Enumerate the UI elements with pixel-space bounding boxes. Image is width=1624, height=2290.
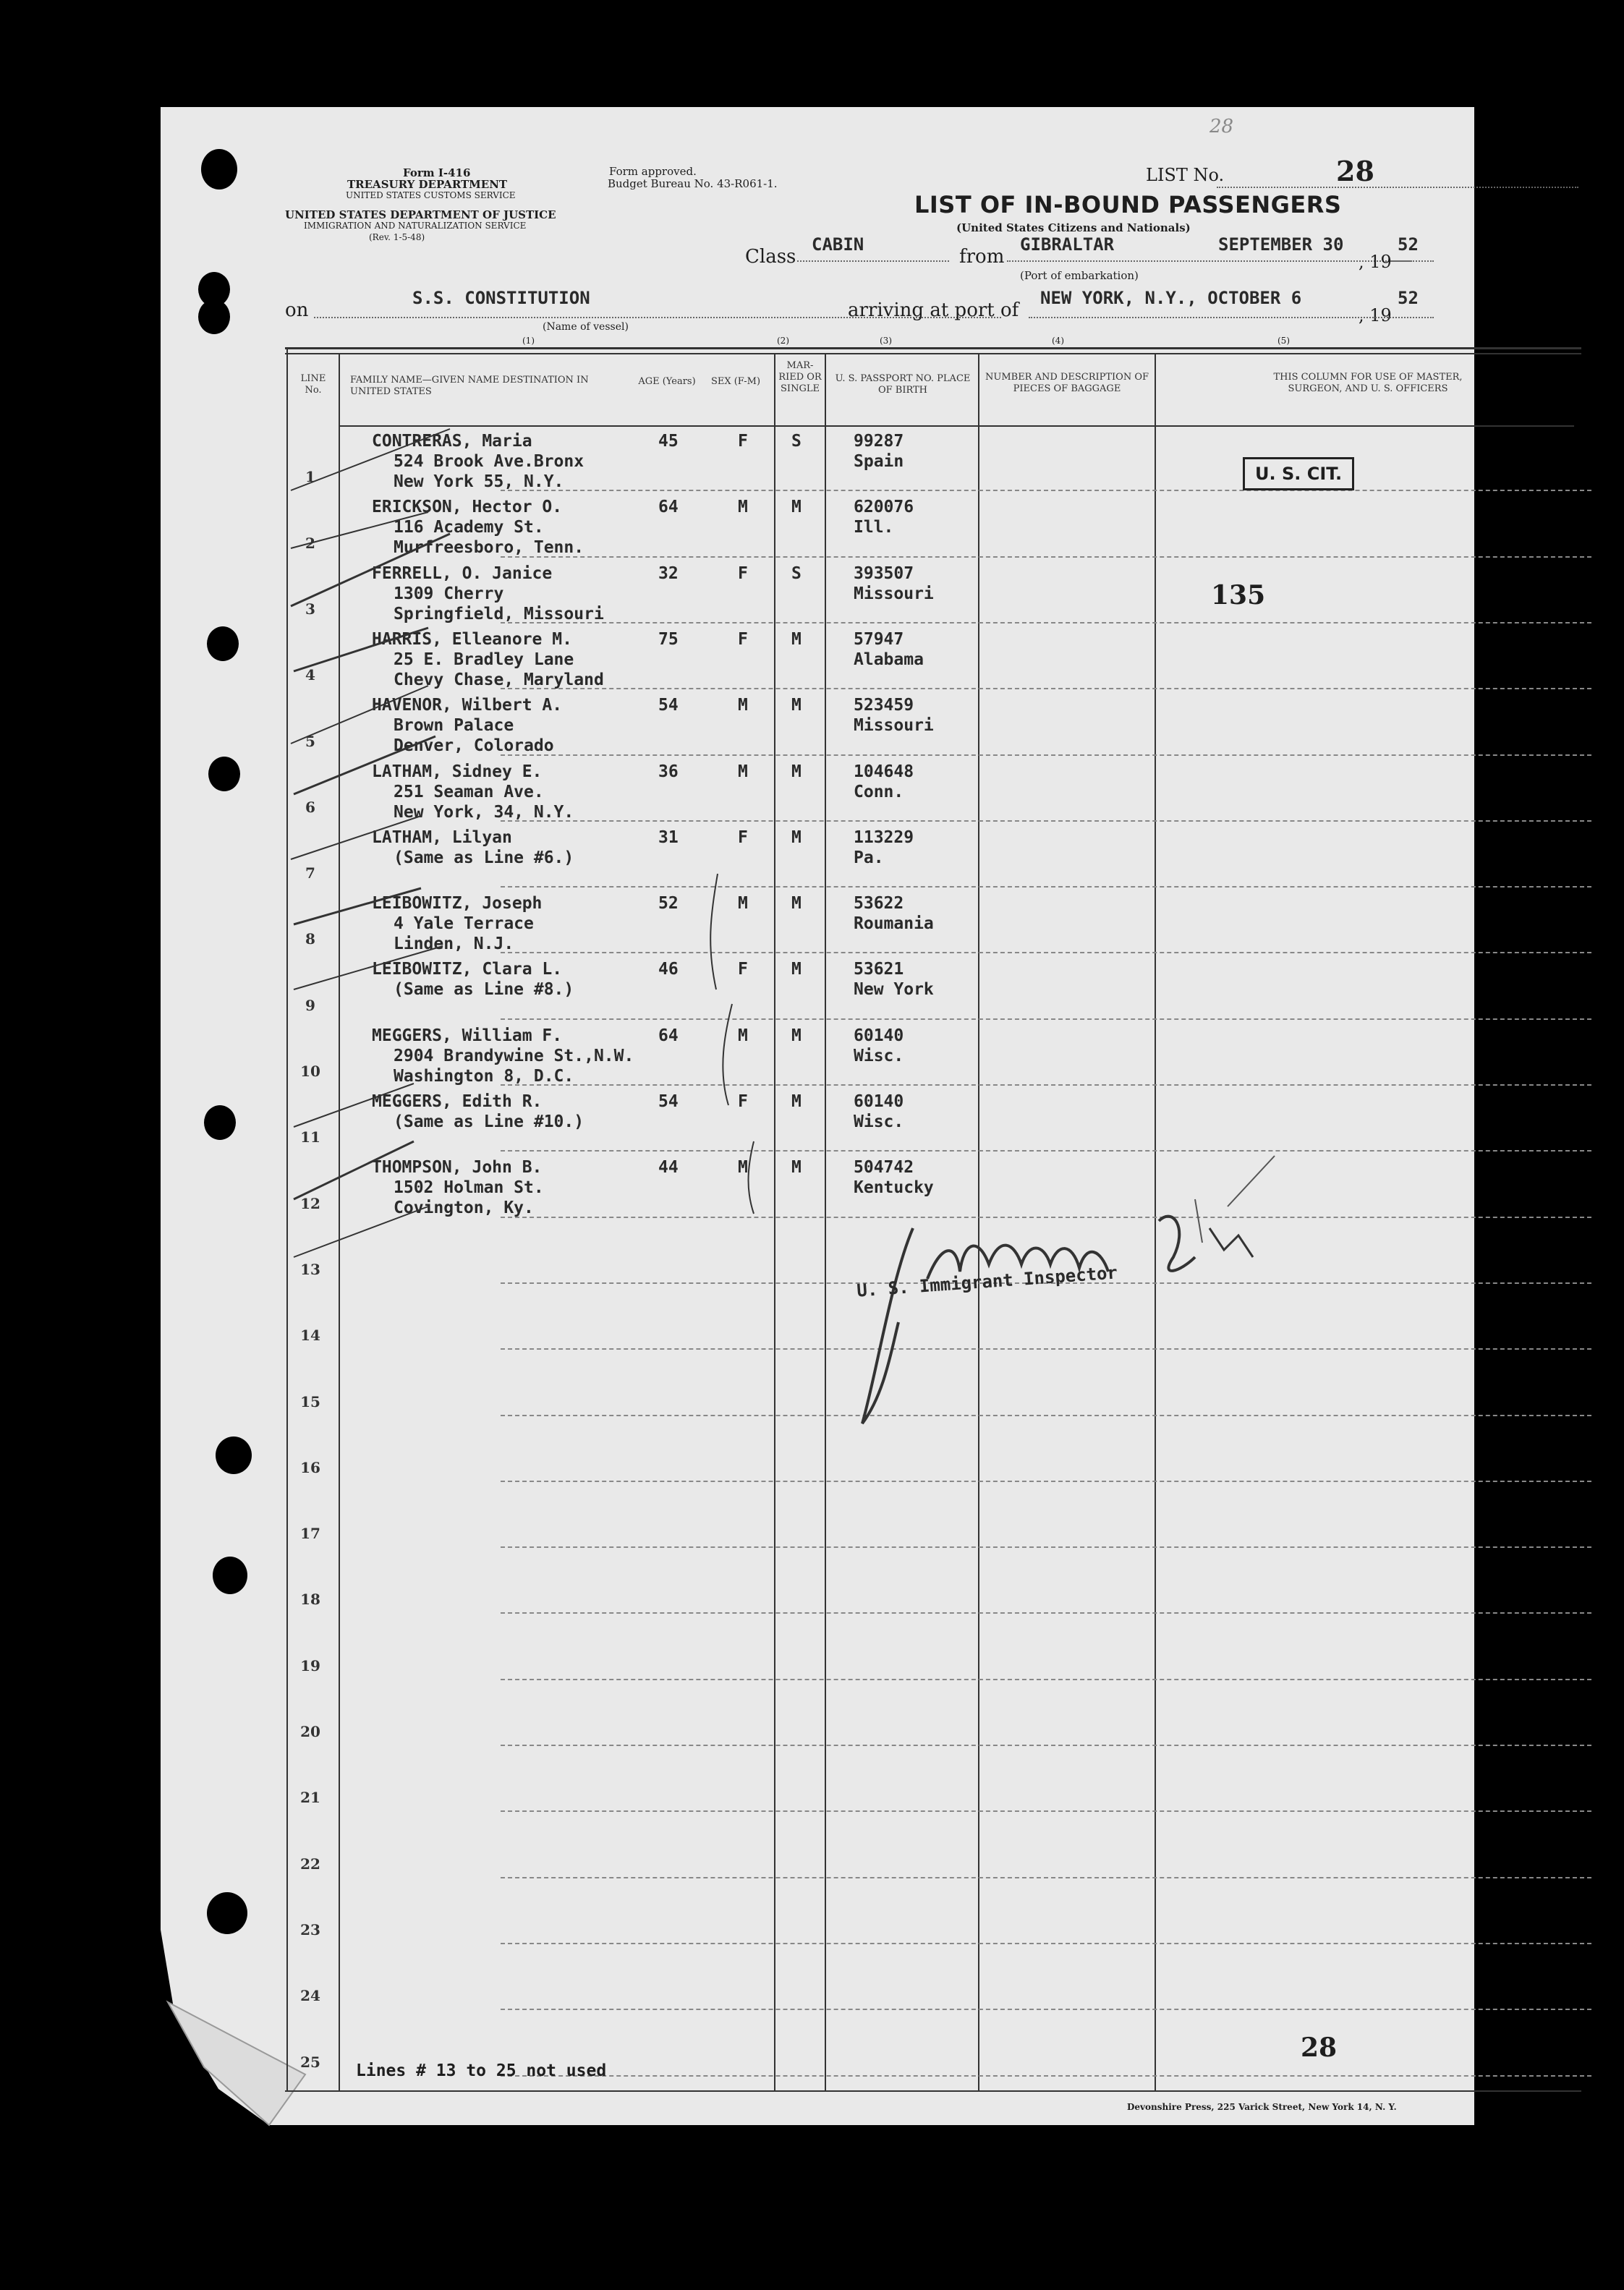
- year-prefix: , 19: [1359, 305, 1392, 325]
- punch-hole: [213, 1557, 247, 1594]
- place-of-birth: Wisc.: [854, 1046, 904, 1065]
- passenger-address: Brown Palace: [394, 716, 514, 736]
- passenger-address: (Same as Line #10.): [394, 1112, 584, 1131]
- ins-service: IMMIGRATION AND NATURALIZATION SERVICE: [304, 221, 527, 231]
- passport-number: 53621: [854, 960, 904, 979]
- passenger-sex: F: [738, 629, 748, 649]
- passenger-marital-status: M: [791, 762, 802, 781]
- punch-hole: [208, 757, 240, 791]
- line-number: 1: [305, 468, 315, 486]
- passenger-marital-status: S: [791, 432, 802, 451]
- passenger-sex: M: [738, 498, 748, 517]
- line-number: 5: [305, 732, 315, 750]
- form-approved: Form approved.: [609, 165, 697, 178]
- passenger-sex: F: [738, 432, 748, 451]
- col-num-2: (2): [777, 336, 789, 346]
- passenger-address: 4 Yale Terrace: [394, 914, 534, 934]
- passenger-name: CONTRERAS, Maria: [372, 432, 532, 451]
- col-head-name: FAMILY NAME—GIVEN NAME DESTINATION IN UNITED STATES: [350, 375, 589, 397]
- passenger-marital-status: M: [791, 696, 802, 715]
- passenger-sex: M: [738, 1026, 748, 1045]
- passenger-name: HAVENOR, Wilbert A.: [372, 696, 563, 715]
- passenger-marital-status: M: [791, 894, 802, 914]
- passenger-address: (Same as Line #8.): [394, 980, 574, 1000]
- passenger-sex: F: [738, 563, 748, 583]
- passenger-age: 64: [658, 498, 679, 517]
- depart-year: 52: [1398, 234, 1419, 255]
- pencil-note: 28: [1210, 116, 1234, 137]
- col-head-passport: U. S. PASSPORT NO. PLACE OF BIRTH: [835, 373, 971, 396]
- passenger-sex: F: [738, 1092, 748, 1111]
- passenger-marital-status: M: [791, 629, 802, 649]
- inspector-label: U. S. Immigrant Inspector: [856, 1262, 1118, 1301]
- passenger-age: 32: [658, 563, 679, 583]
- passenger-age: 45: [658, 432, 679, 451]
- passenger-address: 2904 Brandywine St.,N.W.: [394, 1046, 634, 1065]
- place-of-birth: Missouri: [854, 584, 934, 603]
- line-number: 8: [305, 930, 315, 948]
- arrival-year: 52: [1398, 288, 1419, 308]
- passenger-address: (Same as Line #6.): [394, 848, 574, 867]
- on-label: on: [285, 299, 309, 321]
- place-of-birth: New York: [854, 980, 934, 1000]
- passenger-sex: M: [738, 696, 748, 715]
- passenger-age: 75: [658, 629, 679, 649]
- passenger-name: FERRELL, O. Janice: [372, 563, 553, 583]
- line-number: 20: [300, 1723, 320, 1740]
- line-number: 10: [300, 1063, 320, 1080]
- passenger-name: LATHAM, Lilyan: [372, 827, 512, 847]
- line-number: 4: [305, 666, 315, 684]
- from-value: GIBRALTAR: [1020, 234, 1115, 255]
- manifest-page: [161, 107, 1474, 2125]
- passport-number: 393507: [854, 563, 914, 583]
- passenger-marital-status: M: [791, 1158, 802, 1178]
- col-head-age: AGE (Years): [638, 376, 696, 387]
- vessel-label: (Name of vessel): [543, 321, 629, 333]
- passenger-name: MEGGERS, William F.: [372, 1026, 563, 1045]
- form-number: Form I-416: [403, 166, 471, 179]
- inspector-signature: [833, 1134, 1340, 1539]
- class-value: CABIN: [812, 234, 864, 255]
- passport-number: 620076: [854, 498, 914, 517]
- row-divider: [501, 1943, 1591, 1944]
- line-number: 9: [305, 996, 315, 1014]
- passenger-name: MEGGERS, Edith R.: [372, 1092, 543, 1111]
- passenger-marital-status: S: [791, 563, 802, 583]
- passenger-sex: M: [738, 1158, 748, 1178]
- passenger-age: 31: [658, 827, 679, 847]
- line-number: 13: [300, 1260, 320, 1278]
- col-head-married: MAR- RIED OR SINGLE: [778, 360, 822, 394]
- revision: (Rev. 1-5-48): [369, 232, 425, 242]
- passport-number: 60140: [854, 1026, 904, 1045]
- check-marks: [284, 425, 790, 1366]
- document-title: LIST OF IN-BOUND PASSENGERS: [914, 191, 1342, 218]
- count-note: 135: [1211, 580, 1266, 610]
- footer-page-number: 28: [1301, 2033, 1338, 2063]
- passenger-marital-status: M: [791, 827, 802, 847]
- row-divider: [501, 2075, 1591, 2077]
- passenger-name: LATHAM, Sidney E.: [372, 762, 543, 781]
- year-prefix: , 19: [1359, 252, 1392, 272]
- unused-lines-note: Lines # 13 to 25 not used: [356, 2061, 607, 2080]
- line-number: 12: [300, 1194, 320, 1212]
- from-label: from: [959, 246, 1005, 268]
- punch-hole: [204, 1105, 236, 1140]
- passenger-destination: New York 55, N.Y.: [394, 472, 564, 491]
- row-divider: [501, 2009, 1591, 2010]
- punch-hole: [216, 1436, 252, 1474]
- line-number: 24: [300, 1987, 320, 2005]
- col-head-officers: THIS COLUMN FOR USE OF MASTER, SURGEON, AND U. S. OFFICERS: [1273, 372, 1463, 394]
- passenger-name: LEIBOWITZ, Joseph: [372, 894, 543, 914]
- punch-hole: [207, 1892, 247, 1934]
- line-number: 18: [300, 1591, 320, 1609]
- passenger-age: 46: [658, 960, 679, 979]
- line-number: 2: [305, 534, 315, 552]
- passenger-marital-status: M: [791, 498, 802, 517]
- port-embark-label: (Port of embarkation): [1020, 269, 1139, 282]
- citizen-stamp: U. S. CIT.: [1243, 457, 1354, 490]
- passenger-address: 1502 Holman St.: [394, 1178, 544, 1198]
- line-number: 6: [305, 798, 315, 816]
- passenger-address: 524 Brook Ave.Bronx: [394, 452, 584, 471]
- customs-service: UNITED STATES CUSTOMS SERVICE: [346, 190, 516, 200]
- col-head-baggage: NUMBER AND DESCRIPTION OF PIECES OF BAGGAGE: [985, 372, 1149, 394]
- passenger-destination: Covington, Ky.: [394, 1199, 534, 1218]
- passport-number: 60140: [854, 1092, 904, 1111]
- list-no: 28: [1336, 155, 1374, 187]
- place-of-birth: Roumania: [854, 914, 934, 934]
- line-number: 22: [300, 1855, 320, 1873]
- row-divider: [501, 1745, 1591, 1746]
- passenger-destination: Linden, N.J.: [394, 935, 514, 954]
- line-number: 7: [305, 864, 315, 882]
- row-divider: [501, 1546, 1591, 1548]
- col-num-1: (1): [522, 336, 535, 346]
- passenger-marital-status: M: [791, 960, 802, 979]
- depart-date: SEPTEMBER 30: [1218, 234, 1344, 255]
- arrival-port: NEW YORK, N.Y., OCTOBER 6: [1040, 288, 1302, 308]
- arriving-label: arriving at port of: [848, 299, 1019, 321]
- place-of-birth: Spain: [854, 452, 904, 471]
- passport-number: 523459: [854, 696, 914, 715]
- passenger-age: 54: [658, 1092, 679, 1111]
- passenger-name: HARRIS, Elleanore M.: [372, 629, 572, 649]
- passenger-address: 251 Seaman Ave.: [394, 782, 544, 801]
- place-of-birth: Wisc.: [854, 1112, 904, 1131]
- passenger-sex: F: [738, 827, 748, 847]
- punch-hole: [207, 626, 239, 661]
- col-num-3: (3): [880, 336, 892, 346]
- passenger-sex: F: [738, 960, 748, 979]
- passenger-marital-status: M: [791, 1026, 802, 1045]
- torn-corner: [161, 1930, 327, 2132]
- class-label: Class: [745, 246, 796, 268]
- passenger-destination: Denver, Colorado: [394, 736, 554, 756]
- line-number: 16: [300, 1458, 320, 1476]
- line-number: 3: [305, 600, 315, 618]
- passenger-destination: New York, 34, N.Y.: [394, 802, 574, 822]
- passport-number: 504742: [854, 1158, 914, 1178]
- passenger-name: LEIBOWITZ, Clara L.: [372, 960, 563, 979]
- passenger-age: 36: [658, 762, 679, 781]
- line-number: 15: [300, 1392, 320, 1410]
- punch-hole: [201, 149, 237, 190]
- passenger-address: 25 E. Bradley Lane: [394, 650, 574, 669]
- col-num-4: (4): [1052, 336, 1064, 346]
- place-of-birth: Pa.: [854, 848, 884, 867]
- passenger-age: 64: [658, 1026, 679, 1045]
- col-head-line-no: LINE No.: [300, 373, 326, 396]
- budget-bureau: Budget Bureau No. 43-R061-1.: [608, 177, 778, 190]
- punch-hole: [198, 299, 230, 334]
- col-head-sex: SEX (F-M): [710, 376, 761, 387]
- row-divider: [501, 1877, 1591, 1878]
- line-number: 21: [300, 1789, 320, 1807]
- justice-dept: UNITED STATES DEPARTMENT OF JUSTICE: [285, 208, 556, 221]
- passenger-address: 116 Academy St.: [394, 518, 544, 537]
- passenger-destination: Washington 8, D.C.: [394, 1066, 574, 1086]
- list-no-label: LIST No.: [1146, 165, 1225, 185]
- line-number: 17: [300, 1525, 320, 1543]
- place-of-birth: Kentucky: [854, 1178, 934, 1198]
- vessel-name: S.S. CONSTITUTION: [412, 288, 590, 308]
- passenger-marital-status: M: [791, 1092, 802, 1111]
- place-of-birth: Ill.: [854, 518, 894, 537]
- row-divider: [501, 1612, 1591, 1614]
- line-number: 25: [300, 2053, 320, 2071]
- passenger-age: 54: [658, 696, 679, 715]
- row-divider: [501, 1679, 1591, 1680]
- place-of-birth: Alabama: [854, 650, 924, 669]
- passenger-address: 1309 Cherry: [394, 584, 504, 603]
- passenger-destination: Springfield, Missouri: [394, 604, 604, 623]
- line-number: 11: [300, 1128, 320, 1146]
- place-of-birth: Missouri: [854, 716, 934, 736]
- passenger-destination: Chevy Chase, Maryland: [394, 670, 604, 689]
- passenger-age: 52: [658, 894, 679, 914]
- passenger-name: ERICKSON, Hector O.: [372, 498, 563, 517]
- printer-credit: Devonshire Press, 225 Varick Street, New York 14, N. Y.: [1127, 2102, 1397, 2112]
- line-number: 23: [300, 1920, 320, 1938]
- col-num-5: (5): [1277, 336, 1290, 346]
- line-number: 19: [300, 1656, 320, 1674]
- passenger-sex: M: [738, 762, 748, 781]
- line-number: 14: [300, 1327, 320, 1345]
- passenger-name: THOMPSON, John B.: [372, 1158, 543, 1178]
- passport-number: 57947: [854, 629, 904, 649]
- passport-number: 113229: [854, 827, 914, 847]
- treasury-dept: TREASURY DEPARTMENT: [347, 178, 508, 191]
- passport-number: 53622: [854, 894, 904, 914]
- document-subtitle: (United States Citizens and Nationals): [956, 221, 1191, 234]
- passenger-sex: M: [738, 894, 748, 914]
- passenger-age: 44: [658, 1158, 679, 1178]
- passport-number: 99287: [854, 432, 904, 451]
- passport-number: 104648: [854, 762, 914, 781]
- passenger-destination: Murfreesboro, Tenn.: [394, 538, 584, 558]
- place-of-birth: Conn.: [854, 782, 904, 801]
- row-divider: [501, 1810, 1591, 1812]
